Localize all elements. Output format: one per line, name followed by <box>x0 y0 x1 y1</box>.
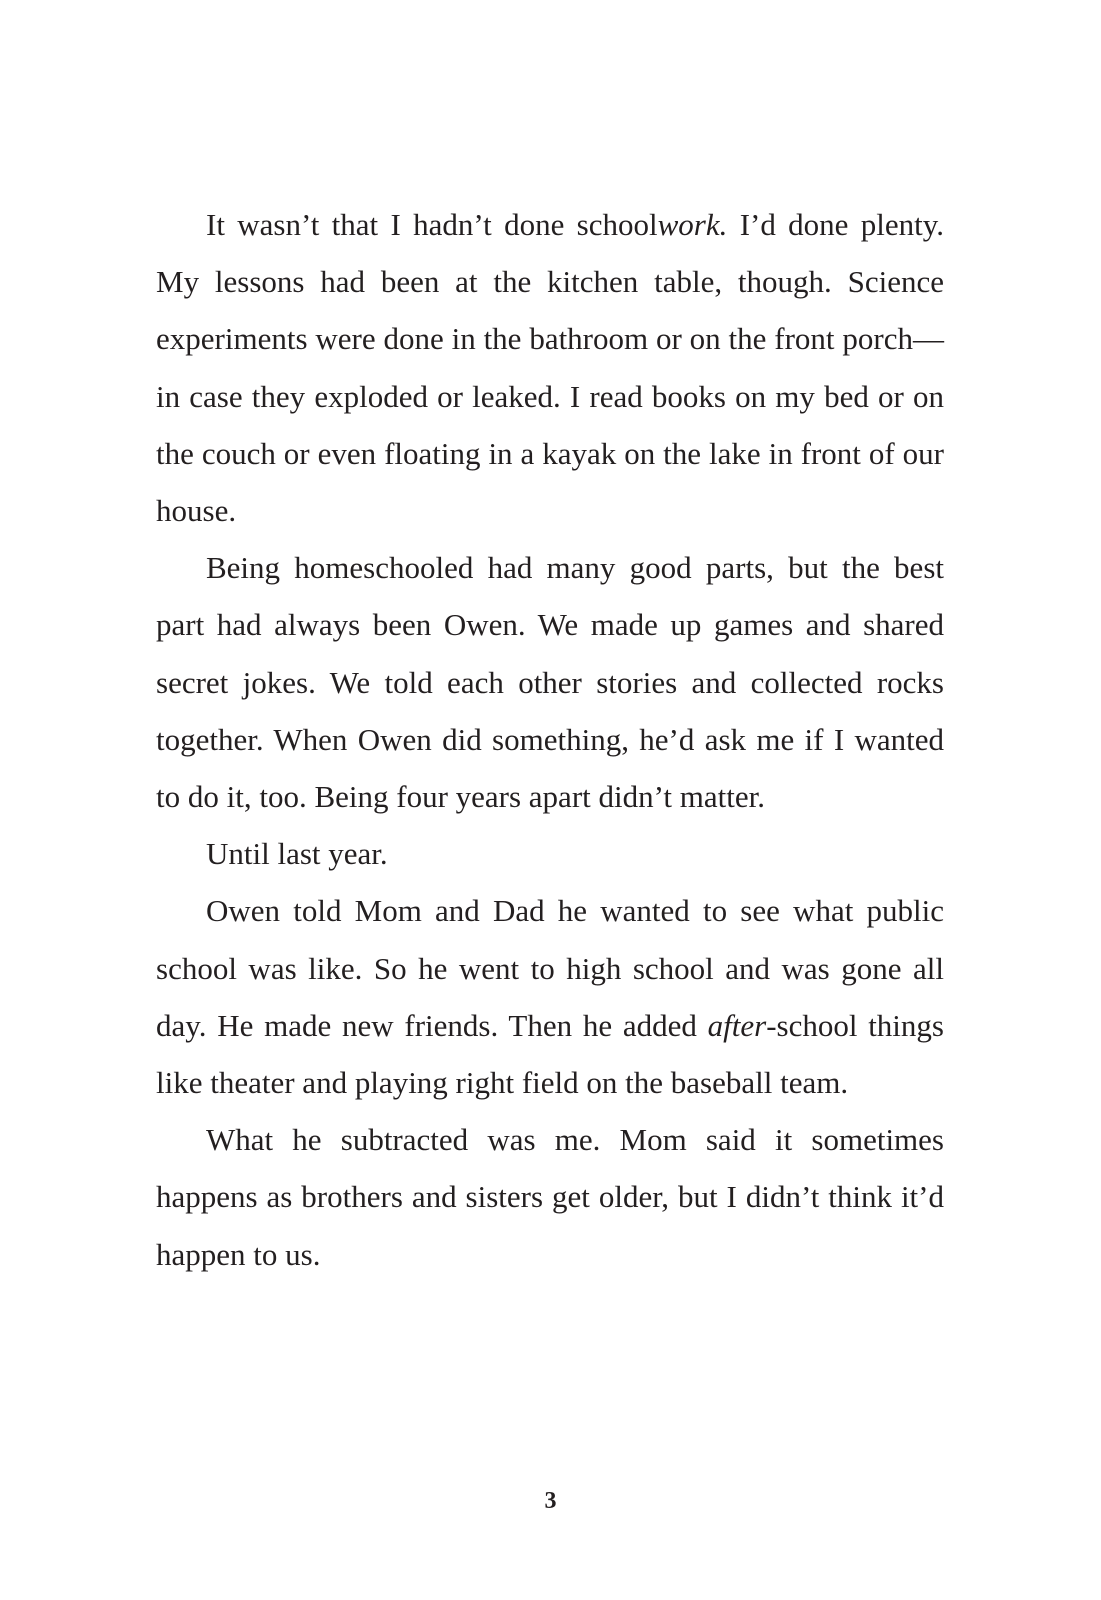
paragraph-4 <box>156 882 944 1111</box>
paragraph-2: Being homeschooled had many good parts, but the best part had always been Owen. We made up games and shared secret jokes. We told each other stories and collected rocks together. When Owen did something, he’d ask me if I wanted to do it, too. Being four years apart didn’t matter. <box>156 550 944 815</box>
paragraph-3: Until last year. <box>206 836 388 872</box>
paragraph-1 <box>156 196 944 539</box>
paragraph-4-start: Owen told Mom and Dad he wanted to see what public school was like. So he went to high school and was gone all day. He made new friends. Then he added <box>156 893 944 1043</box>
emphasis-after: after <box>707 1007 767 1043</box>
paragraph-5: What he subtracted was me. Mom said it sometimes happens as brothers and sisters get older, but I didn’t think it’d happen to us. <box>156 1122 944 1272</box>
paragraph-1-start: It wasn’t that I hadn’t done school <box>206 207 658 242</box>
emphasis-work: work. <box>657 207 728 242</box>
paragraph-4-rest: -school things like theater and playing right field on the baseball team. <box>156 1007 944 1101</box>
page-number: 3 <box>544 1488 557 1514</box>
paragraph-1-rest: I’d done plenty. My lessons had been at the kitchen table, though. Science experiments were done in the bathroom or on the front porch—in case they exploded or leaked. I read books on my bed or on the couch or even floating in a kayak on the lake in front of our house. <box>156 207 944 529</box>
body-text <box>156 196 944 1283</box>
